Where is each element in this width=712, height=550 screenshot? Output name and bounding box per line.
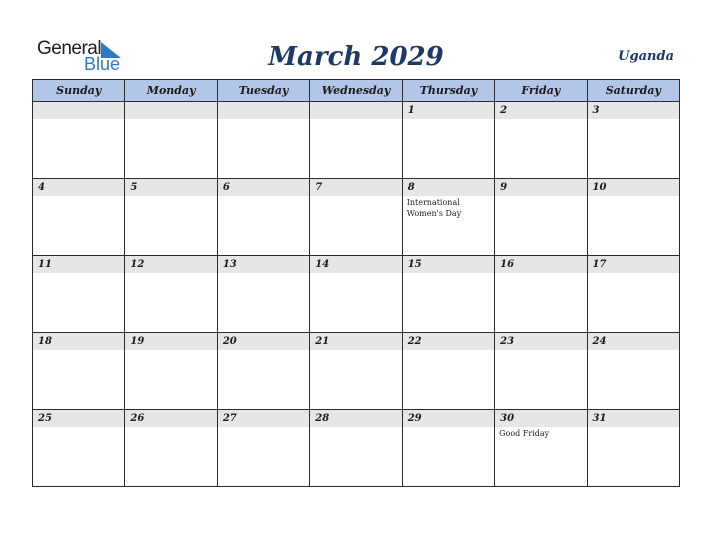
day-number: 15 [403,256,494,273]
day-cell [402,179,494,256]
day-number [218,102,309,119]
day-number: 28 [310,410,401,427]
day-number: 24 [588,333,679,350]
day-number: 13 [218,256,309,273]
day-number: 9 [495,179,586,196]
week-row [33,333,680,410]
week-row [33,256,680,333]
day-number: 20 [218,333,309,350]
logo-word-blue: Blue [84,54,121,74]
day-cell [587,102,679,179]
day-cell [587,179,679,256]
weekday-header-row [33,80,680,102]
logo-word-general: General [37,38,102,59]
day-cell [402,256,494,333]
day-cell [402,410,494,487]
day-number: 7 [310,179,401,196]
day-cell [310,179,402,256]
weekday-friday: Friday [495,80,587,102]
holiday-label: International Women's Day [406,198,462,218]
day-cell [125,102,217,179]
day-number: 26 [125,410,216,427]
day-number: 2 [495,102,586,119]
week-row [33,410,680,487]
day-cell [33,333,125,410]
day-number: 5 [125,179,216,196]
day-cell [33,179,125,256]
day-cell [495,333,587,410]
day-cell [125,179,217,256]
day-cell [402,333,494,410]
day-number: 23 [495,333,586,350]
day-number: 6 [218,179,309,196]
day-cell [495,256,587,333]
day-cell [217,256,309,333]
day-cell [125,410,217,487]
weekday-monday: Monday [125,80,217,102]
day-number: 4 [33,179,124,196]
weekday-wednesday: Wednesday [310,80,402,102]
day-cell [495,179,587,256]
day-number: 8 [403,179,494,196]
day-cell [33,410,125,487]
day-number: 14 [310,256,401,273]
day-cell [495,410,587,487]
day-number [33,102,124,119]
day-cell [310,410,402,487]
day-cell [33,102,125,179]
day-cell [310,256,402,333]
day-number [310,102,401,119]
week-row [33,102,680,179]
month-title: March 2029 [268,42,444,72]
day-cell [217,102,309,179]
day-number: 18 [33,333,124,350]
weekday-sunday: Sunday [33,80,125,102]
day-number: 19 [125,333,216,350]
day-cell [587,410,679,487]
day-number [125,102,216,119]
day-cell [402,102,494,179]
country-label: Uganda [618,49,674,64]
day-number: 1 [403,102,494,119]
day-number: 16 [495,256,586,273]
day-number: 12 [125,256,216,273]
day-number: 30 [495,410,586,427]
week-row [33,179,680,256]
day-cell [310,102,402,179]
day-number: 11 [33,256,124,273]
weekday-saturday: Saturday [587,80,679,102]
day-cell [125,256,217,333]
day-number: 10 [588,179,679,196]
day-number: 29 [403,410,494,427]
day-cell [587,256,679,333]
calendar-grid [32,79,680,487]
day-cell [33,256,125,333]
day-number: 27 [218,410,309,427]
weekday-thursday: Thursday [402,80,494,102]
day-cell [310,333,402,410]
day-cell [495,102,587,179]
day-cell [217,410,309,487]
holiday-label: Good Friday [499,429,550,438]
day-number: 31 [588,410,679,427]
day-cell [217,333,309,410]
day-number: 22 [403,333,494,350]
day-cell [125,333,217,410]
day-number: 17 [588,256,679,273]
weekday-tuesday: Tuesday [217,80,309,102]
day-cell [217,179,309,256]
day-number: 3 [588,102,679,119]
day-number: 25 [33,410,124,427]
day-number: 21 [310,333,401,350]
day-cell [587,333,679,410]
